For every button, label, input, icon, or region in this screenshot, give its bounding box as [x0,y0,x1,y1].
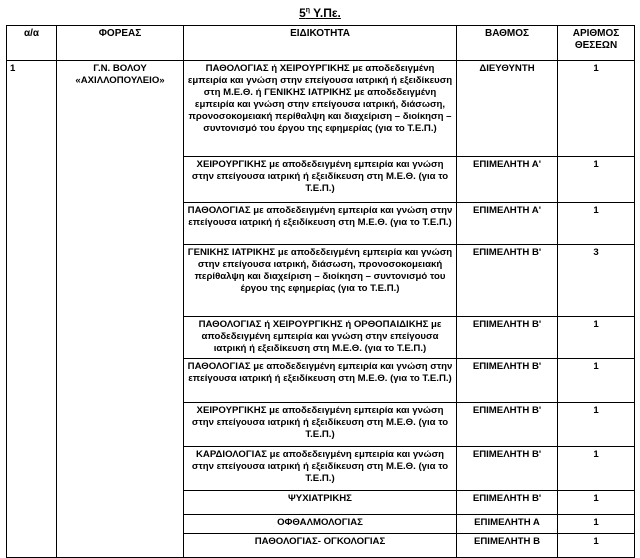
grade-cell: ΕΠΙΜΕΛΗΤΗ Α' [457,157,558,203]
title-number: 5 [299,6,306,20]
positions-count-cell: 1 [558,203,635,245]
header-specialty: ΕΙΔΙΚΟΤΗΤΑ [184,26,457,61]
foreas-hospital: «ΑΧΙΛΛΟΠΟΥΛΕΙΟ» [75,75,165,86]
grade-cell: ΕΠΙΜΕΛΗΤΗ Α' [457,203,558,245]
specialty-cell: ΧΕΙΡΟΥΡΓΙΚΗΣ με αποδεδειγμένη εμπειρία και γνώση στην επείγουσα ιατρική ή εξειδίκευση στη Μ.Ε.Θ. (για το Τ.Ε.Π.) [184,157,457,203]
grade-cell: ΕΠΙΜΕΛΗΤΗ Α [457,515,558,534]
positions-table [6,25,635,558]
header-positions-line1: ΑΡΙΘΜΟΣ [572,28,620,39]
grade-cell: ΕΠΙΜΕΛΗΤΗ Β' [457,447,558,491]
row-number: 1 [7,61,57,558]
table-row [7,61,635,157]
specialty-cell: ΠΑΘΟΛΟΓΙΑΣ με αποδεδειγμένη εμπειρία και γνώση στην επείγουσα ιατρική ή εξειδίκευση στη Μ.Ε.Θ. (για το Τ.Ε.Π.) [184,203,457,245]
positions-count-cell: 1 [558,403,635,447]
title-text: Υ.Πε. [310,6,341,20]
positions-count-cell: 1 [558,61,635,157]
specialty-cell: ΓΕΝΙΚΗΣ ΙΑΤΡΙΚΗΣ με αποδεδειγμένη εμπειρία και γνώση στην επείγουσα ιατρική, διάσωση, προνοσοκομειακή περίθαλψη και διαχείριση – διοίκηση – συντονισμό του έργου της εφημερίας (για το Τ.Ε.Π.) [184,245,457,317]
specialty-cell: ΠΑΘΟΛΟΓΙΑΣ ή ΧΕΙΡΟΥΡΓΙΚΗΣ ή ΟΡΘΟΠΑΙΔΙΚΗΣ με αποδεδειγμένη εμπειρία και γνώση στην επείγουσα ιατρική ή εξειδίκευση στη Μ.Ε.Θ. (για το Τ.Ε.Π.) [184,317,457,359]
specialty-cell: ΧΕΙΡΟΥΡΓΙΚΗΣ με αποδεδειγμένη εμπειρία και γνώση στην επείγουσα ιατρική ή εξειδίκευση στη Μ.Ε.Θ. (για το Τ.Ε.Π.) [184,403,457,447]
grade-cell: ΕΠΙΜΕΛΗΤΗ Β' [457,403,558,447]
specialty-cell: ΚΑΡΔΙΟΛΟΓΙΑΣ με αποδεδειγμένη εμπειρία και γνώση στην επείγουσα ιατρική ή εξειδίκευση στη Μ.Ε.Θ. (για το Τ.Ε.Π.) [184,447,457,491]
positions-count-cell: 1 [558,359,635,403]
specialty-cell: ΨΥΧΙΑΤΡΙΚΗΣ [184,491,457,515]
positions-count-cell: 1 [558,491,635,515]
header-aa: α/α [7,26,57,61]
specialty-cell: ΠΑΘΟΛΟΓΙΑΣ με αποδεδειγμένη εμπειρία και γνώση στην επείγουσα ιατρική ή εξειδίκευση στη Μ.Ε.Θ. (για το Τ.Ε.Π.) [184,359,457,403]
header-grade: ΒΑΘΜΟΣ [457,26,558,61]
specialty-cell: ΟΦΘΑΛΜΟΛΟΓΙΑΣ [184,515,457,534]
header-foreas: ΦΟΡΕΑΣ [57,26,184,61]
specialty-cell: ΠΑΘΟΛΟΓΙΑΣ ή ΧΕΙΡΟΥΡΓΙΚΗΣ με αποδεδειγμένη εμπειρία και γνώση στην επείγουσα ιατρική ή εξειδίκευση στη Μ.Ε.Θ. ή ΓΕΝΙΚΗΣ ΙΑΤΡΙΚΗΣ με αποδεδειγμένη εμπειρία και γνώση στην επείγουσα ιατρική, διάσωση, προνοσοκομειακή περίθαλψη και διαχείριση – διοίκηση – συντονισμό του έργου της εφημερίας (για το Τ.Ε.Π.) [184,61,457,157]
grade-cell: ΕΠΙΜΕΛΗΤΗ Β [457,534,558,558]
grade-cell: ΕΠΙΜΕΛΗΤΗ Β' [457,317,558,359]
positions-count-cell: 3 [558,245,635,317]
positions-count-cell: 1 [558,317,635,359]
positions-count-cell: 1 [558,515,635,534]
foreas-cell [57,61,184,558]
grade-cell: ΕΠΙΜΕΛΗΤΗ Β' [457,359,558,403]
grade-cell: ΕΠΙΜΕΛΗΤΗ Β' [457,245,558,317]
grade-cell: ΕΠΙΜΕΛΗΤΗ Β' [457,491,558,515]
title-superscript: η [305,7,311,14]
positions-count-cell: 1 [558,447,635,491]
table-body [7,61,635,558]
header-positions-line2: ΘΕΣΕΩΝ [574,40,618,51]
table-header-row [7,26,635,61]
document-title [0,6,640,20]
specialty-cell: ΠΑΘΟΛΟΓΙΑΣ- ΟΓΚΟΛΟΓΙΑΣ [184,534,457,558]
positions-count-cell: 1 [558,534,635,558]
header-positions [558,26,635,61]
foreas-name: Γ.Ν. ΒΟΛΟΥ [93,63,147,74]
positions-count-cell: 1 [558,157,635,203]
grade-cell: ΔΙΕΥΘΥΝΤΗ [457,61,558,157]
